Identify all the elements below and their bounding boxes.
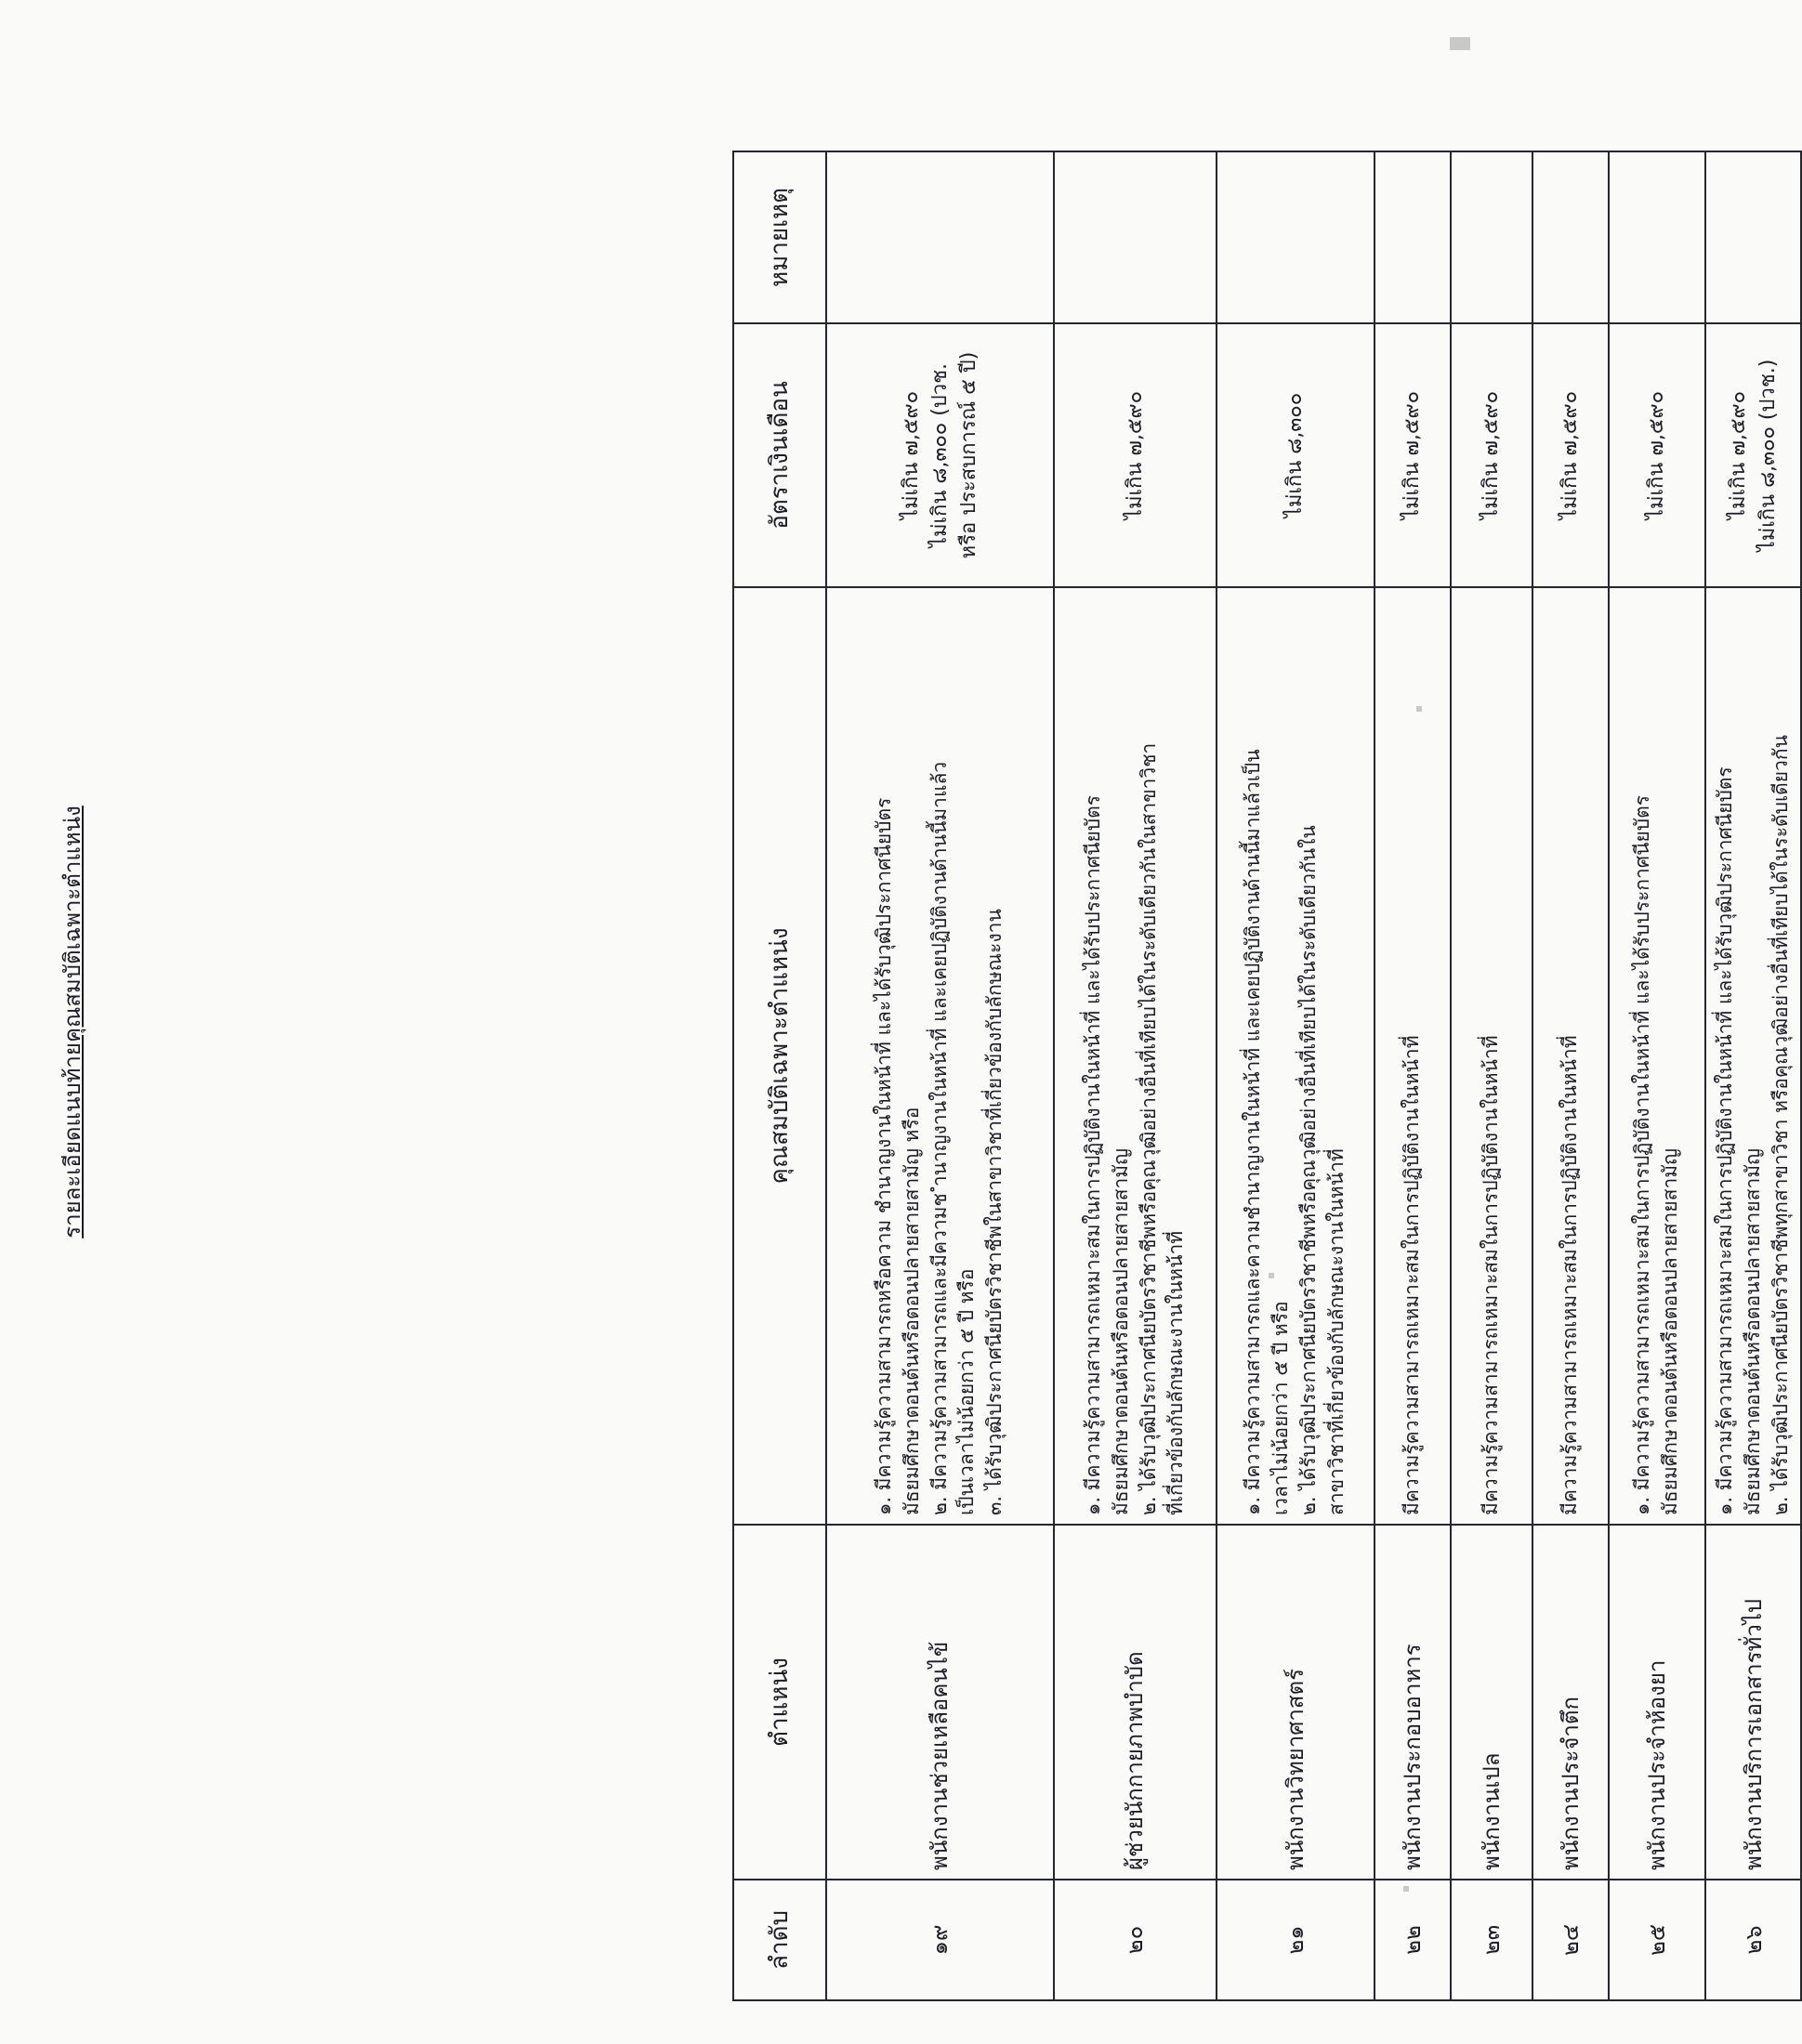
qualification-cell (1451, 587, 1532, 1525)
position-name: พนักงานประจำตึก (1532, 1525, 1609, 1880)
qualification-line: มัธยมศึกษาตอนต้นหรือตอนปลายสายสามัญ (1659, 1148, 1681, 1515)
col-header-position: ตำแหน่ง (733, 1525, 826, 1880)
qualification-cell (826, 587, 1054, 1525)
qualification-line: เป็นเวลาไม่น้อยกว่า ๕ ปี หรือ (955, 1268, 979, 1515)
qualification-cell (1609, 587, 1705, 1525)
row-number: ๒๒ (1375, 1880, 1451, 2000)
qualification-line: มีความรู้ความสามารถเหมาะสมในการปฏิบัติงานในหน้าที่ (1559, 1035, 1582, 1515)
salary-cell (1217, 323, 1375, 587)
salary-line: ไม่เกิน ๗,๕๙๐ (1123, 390, 1147, 520)
row-number: ๒๓ (1451, 1880, 1532, 2000)
salary-line: ไม่เกิน ๗,๕๙๐ (1645, 390, 1669, 520)
remark-cell (1705, 151, 1801, 323)
salary-cell (1705, 323, 1801, 587)
qualification-line: ๒. ได้รับวุฒิประกาศนียบัตรวิชาชีพทุกสาขาวิชา หรือคุณวุฒิอย่างอื่นที่เทียบได้ในระดับเดียวกัน (1769, 735, 1792, 1515)
salary-line: ไม่เกิน ๘,๓๐๐ (ปวช. (927, 362, 952, 548)
salary-cell (1451, 323, 1532, 587)
position-name: พนักงานช่วยเหลือคนไข้ (826, 1525, 1054, 1880)
qualification-line: ๑. มีความรู้ความสามารถเหมาะสมในการปฏิบัติงานในหน้าที่ และได้รับประกาศนียบัตร (1631, 794, 1654, 1515)
remark-cell (826, 151, 1054, 323)
qualification-line: มีความรู้ความสามารถเหมาะสมในการปฏิบัติงานในหน้าที่ (1401, 1035, 1424, 1515)
qualification-line: ๑. มีความรู้ความสามารถเหมาะสมในการปฏิบัติงานในหน้าที่ และได้รับวุฒิประกาศนียบัตร (1714, 766, 1736, 1515)
remark-cell (1054, 151, 1217, 323)
row-number: ๒๕ (1609, 1880, 1705, 2000)
qualification-line: เวลาไม่น้อยกว่า ๕ ปี หรือ (1269, 1301, 1293, 1515)
qualification-cell (1217, 587, 1375, 1525)
qualification-line: ๓. ได้รับวุฒิประกาศนียบัตรวิชาชีพในสาขาวิชาที่เกี่ยวข้องกับลักษณะงาน (983, 909, 1006, 1515)
salary-line: ไม่เกิน ๘,๓๐๐ (1283, 392, 1308, 518)
remark-cell (1532, 151, 1609, 323)
table-header-row (733, 151, 826, 2000)
table-row (1217, 151, 1375, 2000)
qualification-table (732, 151, 1802, 2001)
col-header-salary: อัตราเงินเดือน (733, 323, 826, 587)
table-row (1609, 151, 1705, 2000)
table-row (826, 151, 1054, 2000)
qualification-cell (1532, 587, 1609, 1525)
position-name: พนักงานบริการเอกสารทั่วไป (1705, 1525, 1801, 1880)
salary-line: หรือ ประสบการณ์ ๕ ปี) (957, 351, 981, 559)
salary-cell (1054, 323, 1217, 587)
remark-cell (1375, 151, 1451, 323)
table-row (1705, 151, 1801, 2000)
remark-cell (1217, 151, 1375, 323)
qualification-line: ๒. ได้รับวุฒิประกาศนียบัตรวิชาชีพหรือคุณวุฒิอย่างอื่นที่เทียบได้ในระดับเดียวกันในสาขาวิชา (1137, 742, 1160, 1515)
table-row (1375, 151, 1451, 2000)
salary-line: ไม่เกิน ๗,๕๙๐ (899, 390, 923, 520)
qualification-line: ๑. มีความรู้ความสามารถหรือความ ชำนาญงานในหน้าที่ และได้รับวุฒิประกาศนียบัตร (872, 797, 895, 1515)
salary-line: ไม่เกิน ๗,๕๙๐ (1480, 390, 1504, 520)
qualification-line: ๒. ได้รับวุฒิประกาศนียบัตรวิชาชีพหรือคุณวุฒิอย่างอื่นที่เทียบได้ในระดับเดียวกันใน (1297, 825, 1320, 1515)
salary-line: ไม่เกิน ๗,๕๙๐ (1559, 390, 1583, 520)
col-header-qualification: คุณสมบัติเฉพาะตำแหน่ง (733, 587, 826, 1525)
page-title: รายละเอียดแนบท้ายคุณสมบัติเฉพาะตำแหน่ง (59, 806, 85, 1238)
position-name: ผู้ช่วยนักกายภาพบำบัด (1054, 1525, 1217, 1880)
qualification-line: ๑. มีความรู้ความสามารถเหมาะสมในการปฏิบัติงานในหน้าที่ และได้รับประกาศนียบัตร (1081, 794, 1104, 1515)
position-name: พนักงานวิทยาศาสตร์ (1217, 1525, 1375, 1880)
scan-mark (1450, 37, 1470, 50)
qualification-line: มัธยมศึกษาตอนต้นหรือตอนปลายสายสามัญ (1109, 1148, 1132, 1515)
row-number: ๒๖ (1705, 1880, 1801, 2000)
qualification-cell (1375, 587, 1451, 1525)
table-wrapper (732, 152, 1792, 2001)
col-header-remark: หมายเหตุ (733, 151, 826, 323)
qualification-line: สาขาวิชาที่เกี่ยวข้องกับลักษณะงานในหน้าที่ (1324, 1148, 1348, 1515)
qualification-cell (1054, 587, 1217, 1525)
qualification-line: มัธยมศึกษาตอนต้นหรือตอนปลายสายสามัญ (1741, 1148, 1764, 1515)
row-number: ๒๑ (1217, 1880, 1375, 2000)
qualification-line: ที่เกี่ยวข้องกับลักษณะงานในหน้าที่ (1164, 1230, 1188, 1515)
qualification-line: มีความรู้ความสามารถเหมาะสมในการปฏิบัติงานในหน้าที่ (1480, 1035, 1503, 1515)
salary-cell (1375, 323, 1451, 587)
qualification-cell (1705, 587, 1801, 1525)
salary-line: ไม่เกิน ๗,๕๙๐ (1401, 390, 1425, 520)
remark-cell (1609, 151, 1705, 323)
salary-line: ไม่เกิน ๗,๕๙๐ (1727, 390, 1751, 520)
salary-cell (1609, 323, 1705, 587)
table-row (1532, 151, 1609, 2000)
salary-cell (826, 323, 1054, 587)
table-row (1451, 151, 1532, 2000)
qualification-line: ๑. มีความรู้ความสามารถและความชำนาญงานในหน้าที่ และเคยปฏิบัติงานด้านนี้มาแล้วเป็น (1242, 749, 1265, 1515)
remark-cell (1451, 151, 1532, 323)
salary-cell (1532, 323, 1609, 587)
row-number: ๒๐ (1054, 1880, 1217, 2000)
salary-line: ไม่เกิน ๘,๓๐๐ (ปวช.) (1756, 359, 1780, 552)
qualification-line: ๒. มีความรู้ความสามารถและมีความช ำนาญงานในหน้าที่ และเคยปฏิบัติงานด้านนี้มาแล้ว (927, 761, 951, 1515)
row-number: ๑๙ (826, 1880, 1054, 2000)
position-name: พนักงานเปล (1451, 1525, 1532, 1880)
position-name: พนักงานประจำห้องยา (1609, 1525, 1705, 1880)
row-number: ๒๔ (1532, 1880, 1609, 2000)
qualification-line: มัธยมศึกษาตอนต้นหรือตอนปลายสายสามัญ หรือ (900, 1107, 923, 1515)
position-name: พนักงานประกอบอาหาร (1375, 1525, 1451, 1880)
table-row (1054, 151, 1217, 2000)
col-header-no: ลำดับ (733, 1880, 826, 2000)
